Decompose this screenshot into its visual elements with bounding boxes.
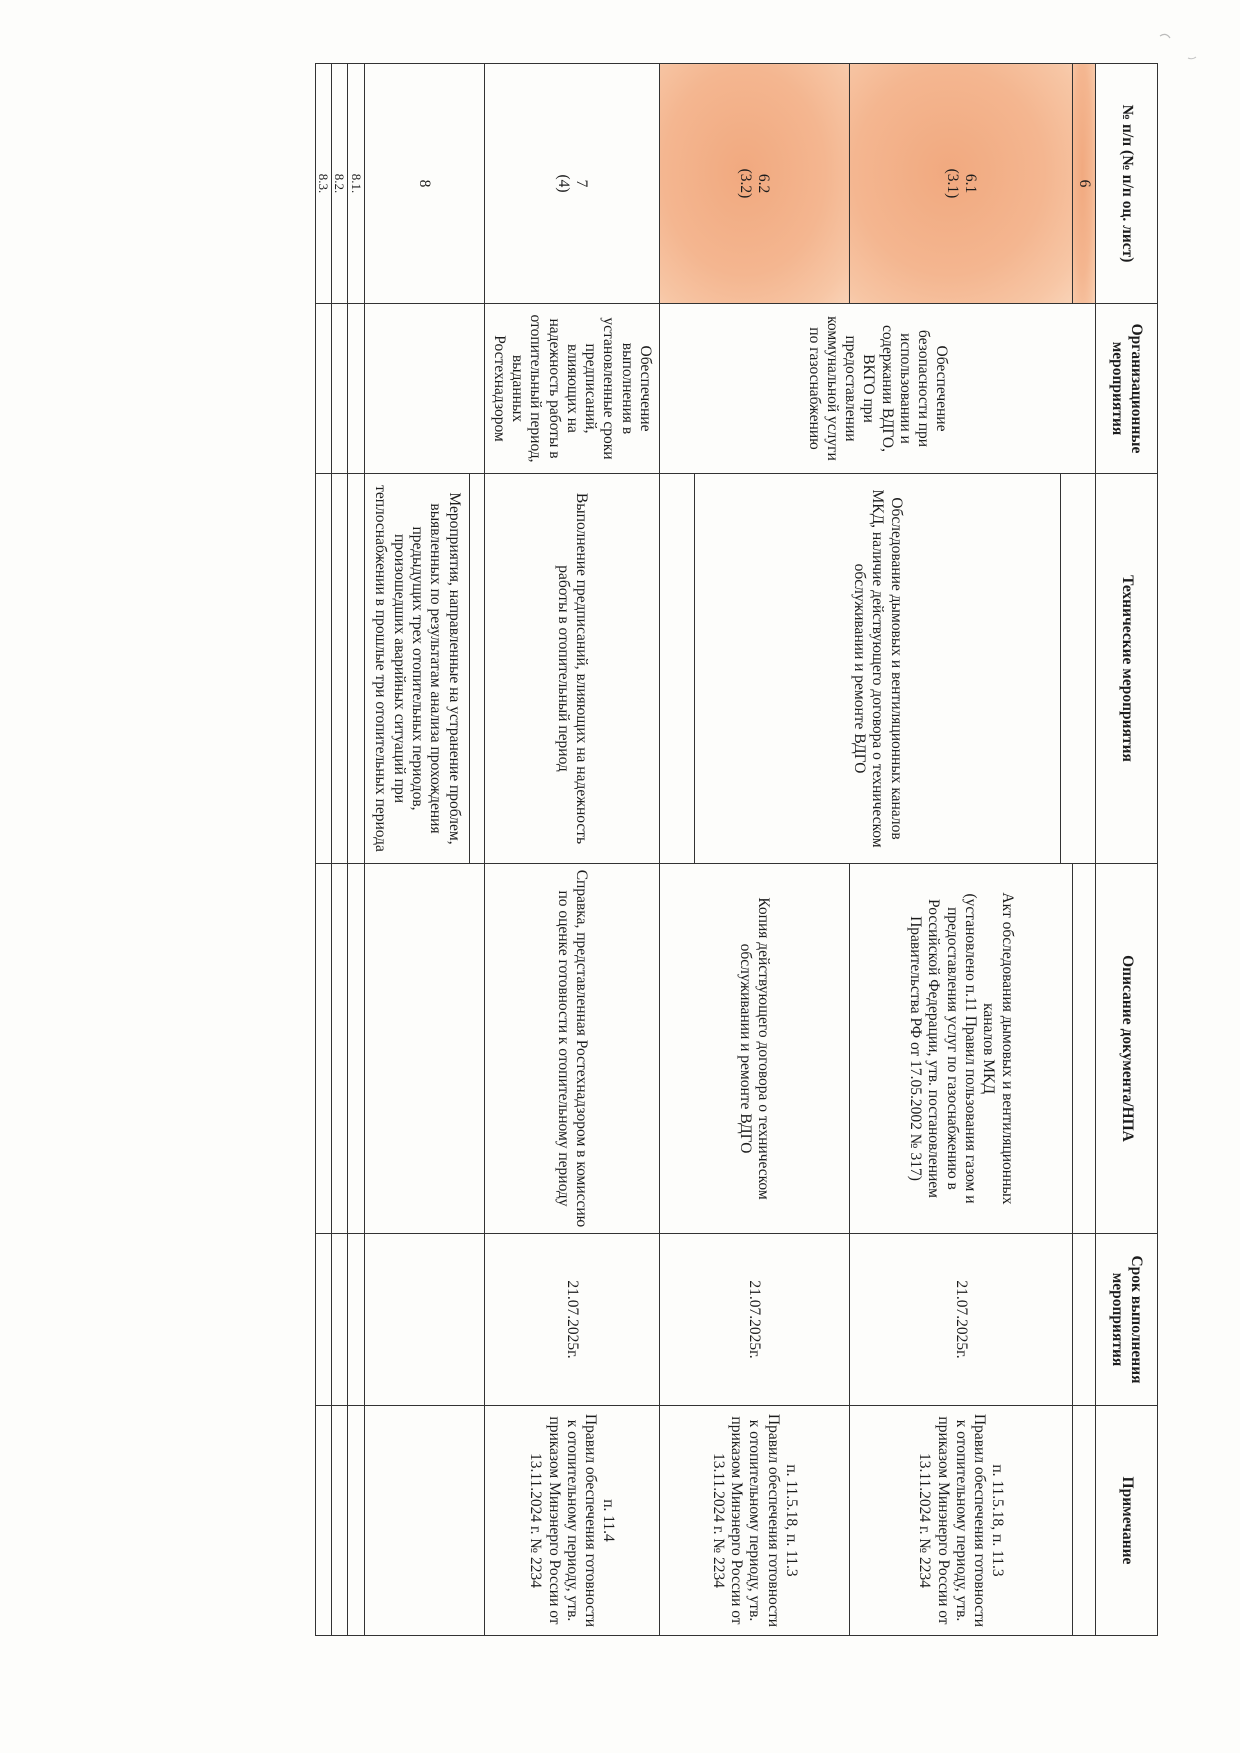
table-row-section-7 <box>484 64 659 1636</box>
scan-artifact-marks <box>1150 28 1210 68</box>
row-8-2-blank-5 <box>332 1406 348 1636</box>
header-document: Описание документа/НПА <box>1096 864 1158 1234</box>
row-8-1-blank-1 <box>348 304 364 474</box>
row-8-note-blank <box>364 1406 484 1636</box>
table-row-section-6 <box>1072 64 1095 1636</box>
row-8-number: 8 <box>364 64 484 304</box>
row-8-technical-blank-top <box>469 474 483 863</box>
section-6-note-blank <box>1072 1406 1095 1636</box>
rotated-table-container <box>316 63 1158 1635</box>
row-8-3-blank-2 <box>315 474 331 864</box>
header-technical: Технические мероприятия <box>1096 474 1158 864</box>
section-6-technical-inner <box>660 474 1095 863</box>
row-8-3-blank-1 <box>315 304 331 474</box>
section-6-number: 6 <box>1072 64 1095 304</box>
table-header-row <box>1096 64 1158 1636</box>
section-6-technical-text: Обследование дымовых и вентиляционных каналов МКД, наличие действующего договора о техническом обслуживании и ремонте ВДГО <box>695 474 1061 863</box>
row-8-document-blank <box>364 864 484 1234</box>
row-6-1-document: Акт обследования дымовых и вентиляционных каналов МКД (установлено п.11 Правил пользования газом и предоставления услуг по газоснабжению в Российской Федерации, утв. постановлением Правительства РФ от 17.05.2002 № 317) <box>849 864 1072 1234</box>
row-8-technical-text: Мероприятия, направленные на устранение проблем, выявленных по результатам анализа прохождения предыдущих трех отопительных периодов, произошедших аварийных ситуаций при теплоснабжении в прошлые три отопительных периода <box>365 474 470 863</box>
row-7-organizational: Обеспечение выполнения в установленные сроки предписаний, влияющих на надежность работы в отопительный период, выданных Ростехнадзором <box>484 304 659 474</box>
row-6-2-document: Копия действующего договора о техническом обслуживании и ремонте ВДГО <box>659 864 849 1234</box>
section-6-deadline-blank <box>1072 1234 1095 1406</box>
header-note: Примечание <box>1096 1406 1158 1636</box>
row-8-1-blank-3 <box>348 864 364 1234</box>
row-7-document: Справка, представленная Ростехнадзором в комиссию по оценке готовности к отопительному периоду <box>484 864 659 1234</box>
row-8-3-blank-4 <box>315 1234 331 1406</box>
row-8-1-blank-5 <box>348 1406 364 1636</box>
technical-blank-top <box>1060 474 1095 863</box>
row-8-technical-inner <box>365 474 484 863</box>
row-8-1-number: 8.1. <box>348 64 364 304</box>
row-8-2-blank-2 <box>332 474 348 864</box>
row-7-deadline: 21.07.2025г. <box>484 1234 659 1406</box>
table-row <box>332 64 348 1636</box>
row-8-2-blank-1 <box>332 304 348 474</box>
section-6-doc-blank <box>1072 864 1095 1234</box>
row-7-technical: Выполнение предписаний, влияющих на надежность работы в отопительный период <box>484 474 659 864</box>
row-6-1-deadline: 21.07.2025г. <box>849 1234 1072 1406</box>
table-row <box>315 64 331 1636</box>
table-row <box>348 64 364 1636</box>
row-6-2-note: п. 11.5.18, п. 11.3 Правил обеспечения готовности к отопительному периоду, утв. приказом Минэнерго России от 13.11.2024 г. № 2234 <box>659 1406 849 1636</box>
row-8-organizational-blank <box>364 304 484 474</box>
row-8-2-blank-3 <box>332 864 348 1234</box>
row-6-1-number: 6.1 (3.1) <box>849 64 1072 304</box>
readiness-measures-table <box>315 63 1158 1636</box>
header-organizational: Организационные мероприятия <box>1096 304 1158 474</box>
technical-blank-bottom <box>660 474 695 863</box>
row-8-1-blank-2 <box>348 474 364 864</box>
row-7-note: п. 11.4 Правил обеспечения готовности к отопительному периоду, утв. приказом Минэнерго России от 13.11.2024 г. № 2234 <box>484 1406 659 1636</box>
row-8-3-number: 8.3. <box>315 64 331 304</box>
section-6-technical-cell <box>659 474 1095 864</box>
section-6-organizational: Обеспечение безопасности при использовании и содержании ВДГО, ВКГО при предоставлении коммунальной услуги по газоснабжению <box>659 304 1095 474</box>
row-8-3-blank-3 <box>315 864 331 1234</box>
row-8-3-blank-5 <box>315 1406 331 1636</box>
table-row-section-8 <box>364 64 484 1636</box>
row-8-technical-cell <box>364 474 484 864</box>
row-8-2-blank-4 <box>332 1234 348 1406</box>
row-6-1-note: п. 11.5.18, п. 11.3 Правил обеспечения готовности к отопительному периоду, утв. приказом Минэнерго России от 13.11.2024 г. № 2234 <box>849 1406 1072 1636</box>
row-7-number: 7 (4) <box>484 64 659 304</box>
row-6-2-deadline: 21.07.2025г. <box>659 1234 849 1406</box>
header-deadline: Срок выполнения мероприятия <box>1096 1234 1158 1406</box>
row-8-deadline-blank <box>364 1234 484 1406</box>
row-8-1-blank-4 <box>348 1234 364 1406</box>
row-6-2-number: 6.2 (3.2) <box>659 64 849 304</box>
row-8-2-number: 8.2. <box>332 64 348 304</box>
header-number: № п/п (№ п/п оц. лист) <box>1096 64 1158 304</box>
